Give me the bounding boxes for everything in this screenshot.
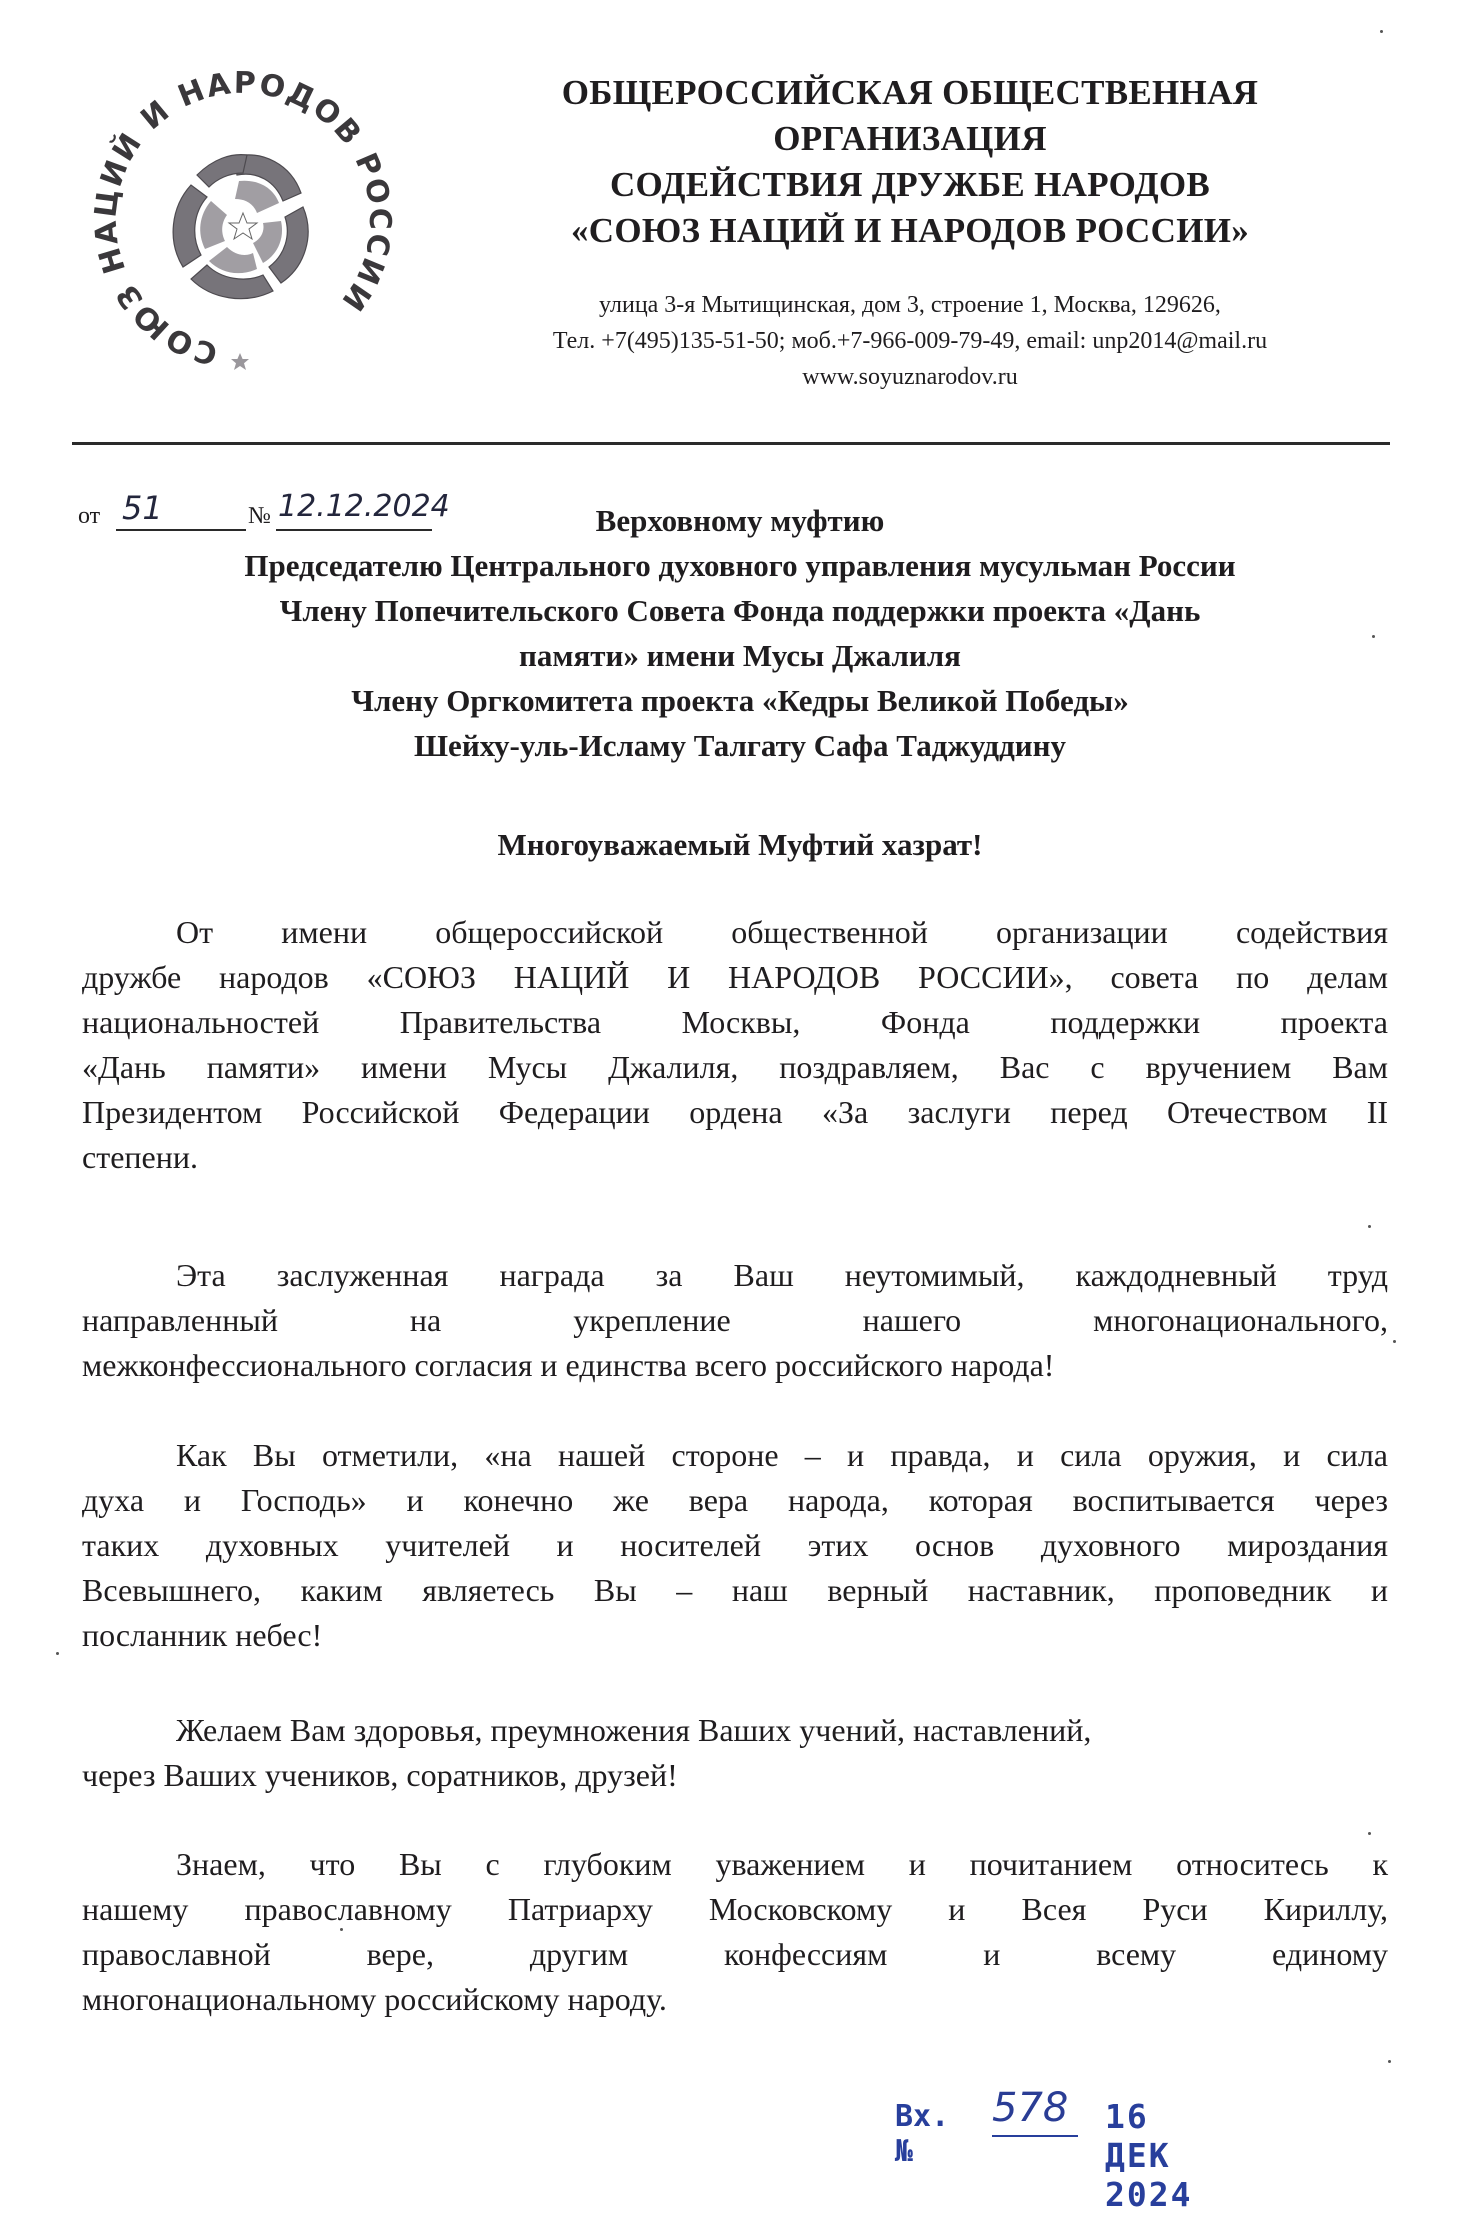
paragraph-line: таких духовных учителей и носителей этих основ духовного мироздания xyxy=(82,1527,1388,1563)
body-paragraph xyxy=(82,1842,1388,2022)
organization-name xyxy=(470,70,1350,254)
from-label: от xyxy=(78,503,101,529)
addressee-line: Члену Попечительского Совета Фонда поддержки проекта «Дань xyxy=(279,593,1201,628)
incoming-number-underline xyxy=(992,2135,1078,2137)
paragraph-line: степени. xyxy=(82,1139,198,1175)
paragraph-line: духа и Господь» и конечно же вера народа, которая воспитывается через xyxy=(82,1482,1388,1518)
outgoing-number-handwritten: 51 xyxy=(122,489,163,527)
organization-contacts xyxy=(430,287,1390,395)
paragraph-line: посланник небес! xyxy=(82,1617,323,1653)
org-name-line: ОБЩЕРОССИЙСКАЯ ОБЩЕСТВЕННАЯ xyxy=(561,73,1259,112)
number-sign-label: № xyxy=(248,503,271,529)
paragraph-line: Знаем, что Вы с глубоким уважением и почитанием относитесь к xyxy=(176,1846,1388,1882)
header-divider xyxy=(72,442,1390,445)
paragraph-line: Как Вы отметили, «на нашей стороне – и правда, и сила оружия, и сила xyxy=(176,1437,1388,1473)
website-link[interactable]: www.soyuznarodov.ru xyxy=(802,364,1018,390)
org-name-line: ОРГАНИЗАЦИЯ xyxy=(773,119,1047,158)
scan-speck xyxy=(1372,635,1375,638)
addressee-line: памяти» имени Мусы Джалиля xyxy=(519,638,961,673)
organization-logo xyxy=(78,55,408,385)
scan-speck xyxy=(1368,1832,1371,1835)
incoming-number-handwritten: 578 xyxy=(992,2085,1069,2131)
paragraph-line: Желаем Вам здоровья, преумножения Ваших учений, наставлений, xyxy=(176,1712,1092,1748)
paragraph-line: От имени общероссийской общественной организации содействия xyxy=(176,914,1388,950)
paragraph-line: Всевышнего, каким являетесь Вы – наш верный наставник, проповедник и xyxy=(82,1572,1388,1608)
incoming-date: 16 ДЕК 2024 xyxy=(1105,2097,1193,2214)
postal-address: улица 3-я Мытищинская, дом 3, строение 1, Москва, 129626, xyxy=(599,292,1221,318)
body-paragraph xyxy=(82,910,1388,1180)
paragraph-line: через Ваших учеников, соратников, друзей! xyxy=(82,1757,678,1793)
paragraph-line: национальностей Правительства Москвы, Фонда поддержки проекта xyxy=(82,1004,1388,1040)
paragraph-line: направленный на укрепление нашего многонационального, xyxy=(82,1302,1388,1338)
scan-speck xyxy=(1393,1340,1396,1343)
phones-email: Тел. +7(495)135-51-50; моб.+7-966-009-79-49, email: unp2014@mail.ru xyxy=(552,328,1268,354)
addressee-line: Председателю Центрального духовного управления мусульман России xyxy=(244,548,1236,583)
scan-speck xyxy=(340,1928,343,1931)
hands-circle-emblem-icon xyxy=(173,155,308,299)
org-name-line: СОДЕЙСТВИЯ ДРУЖБЕ НАРОДОВ xyxy=(609,165,1211,204)
addressee-line: Члену Оргкомитета проекта «Кедры Великой Победы» xyxy=(351,683,1129,718)
paragraph-line: Эта заслуженная награда за Ваш неутомимый, каждодневный труд xyxy=(176,1257,1388,1293)
body-paragraph xyxy=(82,1433,1388,1658)
paragraph-line: многонациональному российскому народу. xyxy=(82,1981,667,2017)
paragraph-line: православной вере, другим конфессиям и всему единому xyxy=(82,1936,1388,1972)
addressee-line: Верховному муфтию xyxy=(595,503,885,538)
org-name-line: «СОЮЗ НАЦИЙ И НАРОДОВ РОССИИ» xyxy=(570,211,1250,250)
paragraph-line: нашему православному Патриарху Московскому и Всея Руси Кириллу, xyxy=(82,1891,1388,1927)
addressee-block xyxy=(90,498,1390,768)
paragraph-line: Президентом Российской Федерации ордена «За заслуги перед Отечеством II xyxy=(82,1094,1388,1130)
logo-ring-text: СОЮЗ НАЦИЙ И НАРОДОВ РОССИИ xyxy=(88,65,398,372)
outgoing-date-handwritten: 12.12.2024 xyxy=(278,489,450,524)
scan-speck xyxy=(1368,1225,1371,1228)
incoming-label: Вх.№ xyxy=(895,2099,950,2169)
paragraph-line: «Дань памяти» имени Мусы Джалиля, поздравляем, Вас с вручением Вам xyxy=(82,1049,1388,1085)
paragraph-line: дружбе народов «СОЮЗ НАЦИЙ И НАРОДОВ РОССИИ», совета по делам xyxy=(82,959,1388,995)
paragraph-line: межконфессионального согласия и единства всего российского народа! xyxy=(82,1347,1055,1383)
scan-speck xyxy=(1388,2060,1391,2063)
salutation: Многоуважаемый Муфтий хазрат! xyxy=(497,827,983,862)
star-icon xyxy=(231,353,249,370)
scan-speck xyxy=(56,1652,59,1655)
body-paragraph xyxy=(82,1708,1388,1798)
addressee-line: Шейху-уль-Исламу Талгату Сафа Таджуддину xyxy=(414,728,1066,763)
body-paragraph xyxy=(82,1253,1388,1388)
scan-speck xyxy=(1380,30,1383,33)
